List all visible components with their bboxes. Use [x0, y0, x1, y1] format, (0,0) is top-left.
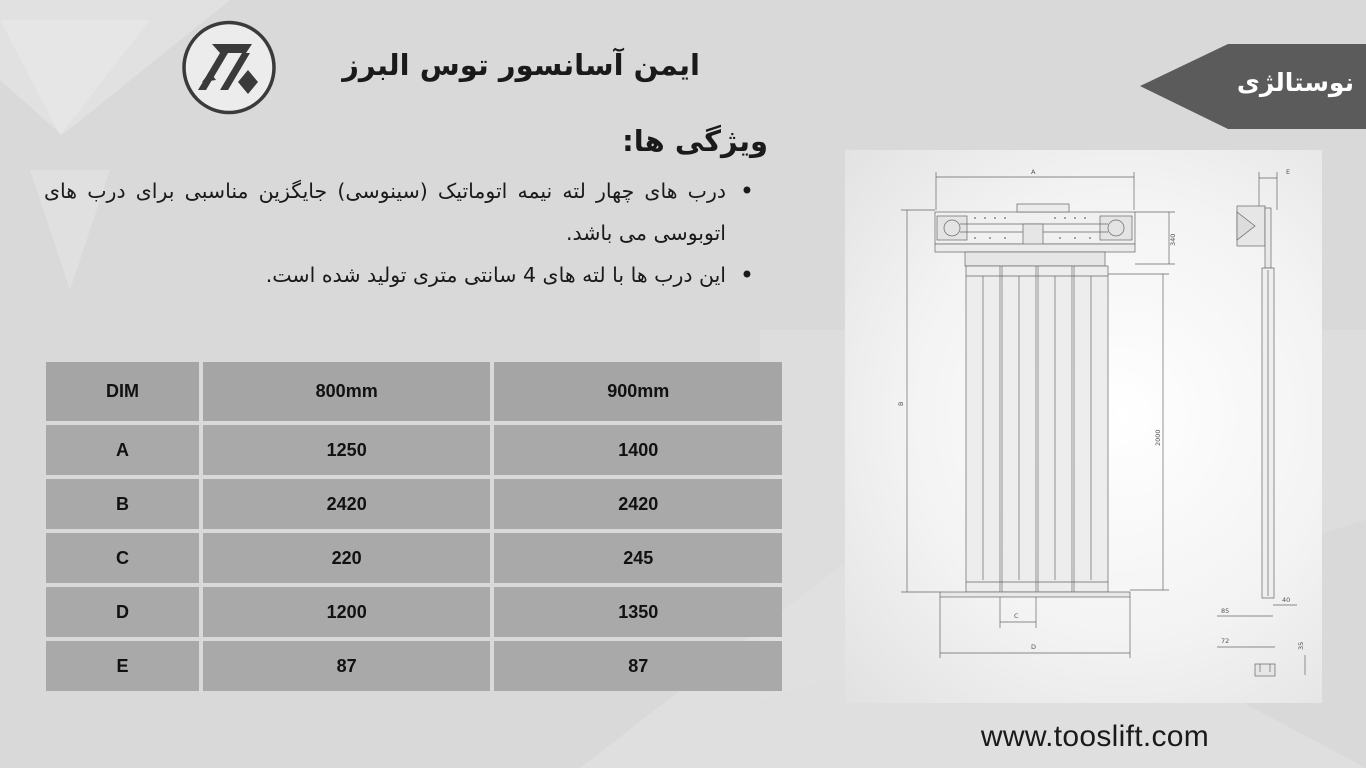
dimension-c-label: C	[1014, 612, 1019, 620]
dimension-d-label: D	[1031, 643, 1037, 651]
header-cell: DIM	[46, 362, 199, 421]
header-cell: 800mm	[203, 362, 491, 421]
dim-cell: B	[46, 479, 199, 529]
website-url: www.tooslift.com	[980, 720, 1210, 753]
company-name: ایمن آسانسور توس البرز	[342, 48, 700, 82]
dimension-72-label: 72	[1221, 637, 1230, 645]
table-row	[46, 641, 782, 691]
features-title: ویژگی ها:	[622, 124, 768, 158]
value-cell: 1250	[203, 425, 491, 475]
feature-item: • درب های چهار لته نیمه اتوماتیک (سینوسی) جایگزین مناسبی برای درب های اتوبوسی می باشد.	[44, 170, 756, 254]
table-row	[46, 425, 782, 475]
dim-cell: A	[46, 425, 199, 475]
dimension-35-label: 35	[1297, 641, 1305, 650]
dim-cell: D	[46, 587, 199, 637]
table-row	[46, 587, 782, 637]
door-technical-drawing	[845, 150, 1322, 703]
table-header-row	[46, 362, 782, 421]
value-cell: 1350	[494, 587, 782, 637]
dimension-b-label: B	[897, 401, 905, 406]
value-cell: 1400	[494, 425, 782, 475]
dim-cell: C	[46, 533, 199, 583]
dimension-e-label: E	[1286, 168, 1291, 176]
table-row	[46, 533, 782, 583]
value-cell: 2420	[203, 479, 491, 529]
dimension-2000-label: 2000	[1154, 429, 1162, 446]
value-cell: 87	[494, 641, 782, 691]
header-cell: 900mm	[494, 362, 782, 421]
value-cell: 2420	[494, 479, 782, 529]
value-cell: 245	[494, 533, 782, 583]
feature-item: • این درب ها با لته های 4 سانتی متری تولید شده است.	[44, 254, 756, 296]
value-cell: 220	[203, 533, 491, 583]
table-row	[46, 479, 782, 529]
value-cell: 1200	[203, 587, 491, 637]
value-cell: 87	[203, 641, 491, 691]
features-list	[44, 170, 756, 296]
dimension-a-label: A	[1031, 168, 1036, 176]
dimension-85-label: 85	[1221, 607, 1230, 615]
dimension-340-label: 340	[1169, 233, 1177, 246]
dimension-40-label: 40	[1282, 596, 1291, 604]
dim-cell: E	[46, 641, 199, 691]
company-logo	[180, 20, 278, 115]
spec-table	[42, 358, 786, 695]
category-tab	[1140, 44, 1366, 129]
category-label: نوستالژی	[1236, 68, 1354, 97]
